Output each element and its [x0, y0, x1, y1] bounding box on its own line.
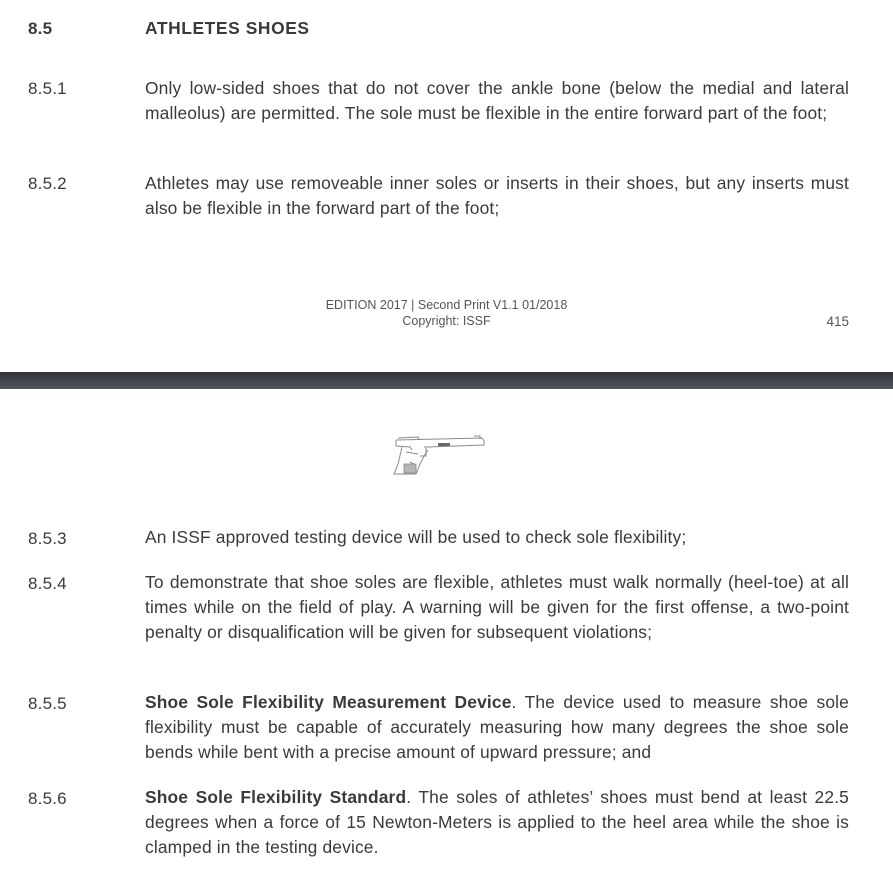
paragraph-number-8-5-3: 8.5.3 — [28, 529, 67, 548]
footer-edition: EDITION 2017 | Second Print V1.1 01/2018 — [325, 298, 568, 312]
footer-copyright: Copyright: ISSF — [402, 314, 491, 328]
paragraph-number-8-5-2: 8.5.2 — [28, 174, 67, 193]
paragraph-body-8-5-6: . The soles of athletes’ shoes must bend at least 22.5 degrees when a force of 15 Newton-Meters is applied to the heel area while the shoe is clamped in the testing device. — [145, 787, 849, 857]
document-page-415 — [0, 0, 893, 372]
paragraph-text-8-5-2: Athletes may use removeable inner soles or inserts in their shoes, but any inserts must also be flexible in the forward part of the foot; — [145, 173, 849, 218]
page-footer — [0, 297, 893, 329]
paragraph-term-8-5-6: Shoe Sole Flexibility Standard — [145, 787, 407, 807]
paragraph-text-8-5-1: Only low-sided shoes that do not cover the ankle bone (below the medial and lateral malleolus) are permitted. The sole must be flexible in the entire forward part of the foot; — [145, 78, 849, 123]
section-number: 8.5 — [28, 19, 53, 38]
paragraph-number-8-5-5: 8.5.5 — [28, 694, 67, 713]
paragraph-body-8-5-5: . The device used to measure shoe sole flexibility must be capable of accurately measuring how many degrees the shoe sole bends while bent with a precise amount of upward pressure; and — [145, 692, 849, 762]
paragraph-number-8-5-6: 8.5.6 — [28, 789, 67, 808]
air-pistol-icon — [388, 434, 488, 476]
paragraph-term-8-5-5: Shoe Sole Flexibility Measurement Device — [145, 692, 512, 712]
paragraph-text-8-5-4: To demonstrate that shoe soles are flexible, athletes must walk normally (heel-toe) at all times while on the field of play. A warning will be given for the first offense, a two-point penalty or disqualification will be given for subsequent violations; — [145, 572, 849, 642]
paragraph-number-8-5-1: 8.5.1 — [28, 79, 67, 98]
paragraph-text-8-5-5 — [145, 690, 849, 765]
section-title: ATHLETES SHOES — [145, 18, 310, 38]
paragraph-text-8-5-3: An ISSF approved testing device will be used to check sole flexibility; — [145, 527, 687, 547]
paragraph-number-8-5-4: 8.5.4 — [28, 574, 67, 593]
page-number: 415 — [826, 314, 849, 329]
page-separator — [0, 372, 893, 389]
paragraph-text-8-5-6 — [145, 785, 849, 860]
